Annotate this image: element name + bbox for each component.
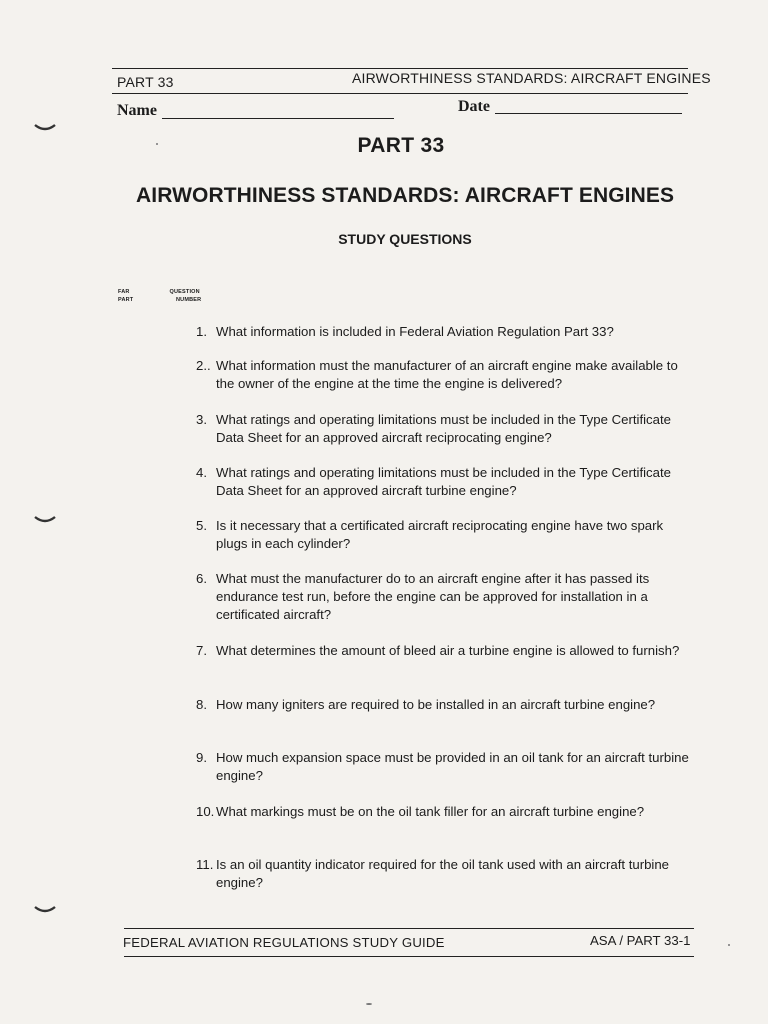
footer-top-rule bbox=[124, 928, 694, 929]
date-field-line[interactable] bbox=[495, 113, 682, 114]
question-number: 2.. bbox=[196, 358, 211, 373]
question-text: What information must the manufacturer of an aircraft engine make available to the owner of the engine at the time the engine is delivered? bbox=[216, 358, 678, 391]
far-label: FAR bbox=[118, 289, 130, 295]
question-text: What determines the amount of bleed air a turbine engine is allowed to furnish? bbox=[216, 643, 680, 658]
study-questions-heading: STUDY QUESTIONS bbox=[338, 231, 472, 247]
part-title: PART 33 bbox=[357, 134, 445, 157]
question-text: What information is included in Federal Aviation Regulation Part 33? bbox=[216, 324, 614, 339]
header-top-rule bbox=[112, 68, 688, 69]
name-field-line[interactable] bbox=[162, 118, 394, 119]
part-label: PART bbox=[118, 297, 134, 303]
question-text: What ratings and operating limitations must be included in the Type Certificate Data Sheet for an approved aircraft turbine engine? bbox=[216, 465, 671, 498]
scan-speck bbox=[366, 1003, 372, 1005]
date-label: Date bbox=[458, 98, 490, 115]
scan-speck bbox=[728, 944, 730, 946]
question-label: QUESTION bbox=[169, 289, 200, 295]
question-text: What must the manufacturer do to an aircraft engine after it has passed its endurance test run, before the engine can be approved for installation in a certificated aircraft? bbox=[216, 571, 650, 622]
question-number: 6. bbox=[196, 571, 207, 586]
far-part-column-label bbox=[118, 288, 133, 304]
question-number: 10. bbox=[196, 804, 215, 819]
question-number: 1. bbox=[196, 324, 207, 339]
question-text: What markings must be on the oil tank filler for an aircraft turbine engine? bbox=[216, 804, 645, 819]
question-number: 5. bbox=[196, 518, 207, 533]
binder-hole-mark bbox=[34, 516, 56, 524]
header-section-title: AIRWORTHINESS STANDARDS: AIRCRAFT ENGINES bbox=[352, 70, 711, 86]
header-bottom-rule bbox=[112, 93, 688, 94]
name-label: Name bbox=[117, 102, 157, 119]
question-number: 4. bbox=[196, 465, 207, 480]
question-number: 8. bbox=[196, 697, 207, 712]
question-text: Is an oil quantity indicator required for the oil tank used with an aircraft turbine engine? bbox=[216, 857, 670, 890]
question-text: Is it necessary that a certificated aircraft reciprocating engine have two spark plugs in each cylinder? bbox=[216, 518, 664, 551]
question-number: 9. bbox=[196, 750, 207, 765]
question-number: 7. bbox=[196, 643, 207, 658]
binder-hole-mark bbox=[34, 906, 56, 914]
number-label: NUMBER bbox=[176, 297, 202, 303]
footer-bottom-rule bbox=[124, 956, 694, 957]
question-text: How many igniters are required to be installed in an aircraft turbine engine? bbox=[216, 697, 656, 712]
footer-guide-title: FEDERAL AVIATION REGULATIONS STUDY GUIDE bbox=[123, 935, 445, 950]
question-number: 11. bbox=[196, 857, 214, 872]
question-number: 3. bbox=[196, 412, 207, 427]
question-text: What ratings and operating limitations must be included in the Type Certificate Data Sheet for an approved aircraft reciprocating engine? bbox=[216, 412, 671, 445]
footer-page-number: ASA / PART 33-1 bbox=[590, 933, 691, 948]
header-part-label: PART 33 bbox=[117, 74, 174, 90]
binder-hole-mark bbox=[34, 124, 56, 132]
question-text: How much expansion space must be provided in an oil tank for an aircraft turbine engine? bbox=[216, 750, 689, 783]
question-number-column-label bbox=[168, 288, 201, 304]
main-title: AIRWORTHINESS STANDARDS: AIRCRAFT ENGINES bbox=[136, 184, 675, 207]
